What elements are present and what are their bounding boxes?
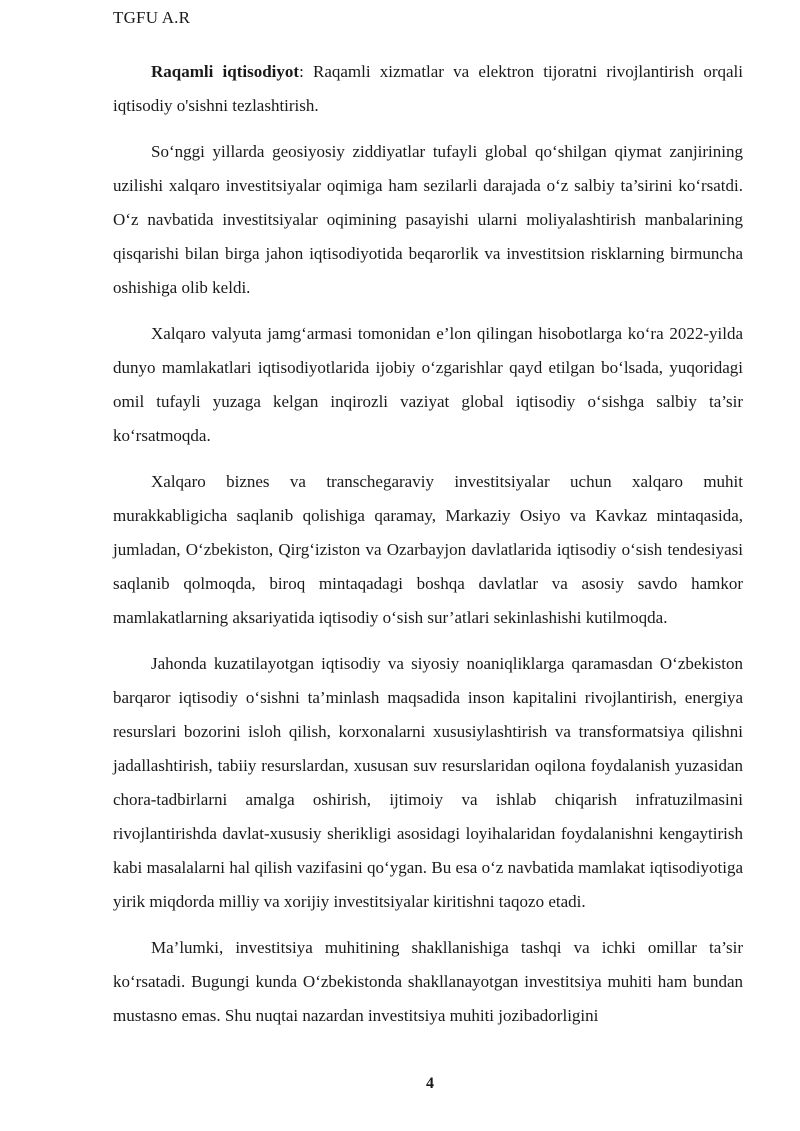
- paragraph-investment-climate: Ma’lumki, investitsiya muhitining shakllanishiga tashqi va ichki omillar ta’sir ko‘rsatadi. Bugungi kunda O‘zbekistonda shakllanayotgan investitsiya muhiti ham bundan mustasno emas. Shu nuqtai nazardan investitsiya muhiti jozibadorligini: [113, 938, 743, 1025]
- page-body: [113, 55, 743, 1045]
- bold-term: Raqamli iqtisodiyot: [151, 62, 300, 81]
- paragraph-central-asia: Xalqaro biznes va transchegaraviy investitsiyalar uchun xalqaro muhit murakkabligicha saqlanib qolishiga qaramay, Markaziy Osiyo va Kavkaz mintaqasida, jumladan, O‘zbekiston, Qirg‘iziston va Ozarbayjon davlatlarida iqtisodiy o‘sish tendesiyasi saqlanib qolmoqda, biroq mintaqadagi boshqa davlatlar va asosiy savdo hamkor mamlakatlarning aksariyatida iqtisodiy o‘sish sur’atlari sekinlashishi kutilmoqda.: [113, 472, 743, 627]
- paragraph-text: : Raqamli xizmatlar va elektron tijoratni rivojlantirish orqali iqtisodiy o'sishni tezlashtirish.: [113, 62, 743, 115]
- paragraph-imf-reports: Xalqaro valyuta jamg‘armasi tomonidan e’lon qilingan hisobotlarga ko‘ra 2022-yilda dunyo mamlakatlari iqtisodiyotlarida ijobiy o‘zgarishlar qayd etilgan bo‘lsada, yuqoridagi omil tufayli yuzaga kelgan inqirozli vaziyat global iqtisodiy o‘sishga salbiy ta’sir ko‘rsatmoqda.: [113, 324, 743, 445]
- page-number: 4: [426, 1075, 434, 1092]
- running-header: TGFU A.R: [113, 8, 191, 27]
- paragraph-digital-economy: [113, 55, 743, 123]
- paragraph-uzbekistan-growth: Jahonda kuzatilayotgan iqtisodiy va siyosiy noaniqliklarga qaramasdan O‘zbekiston barqaror iqtisodiy o‘sishni ta’minlash maqsadida inson kapitalini rivojlantirish, energiya resurslari bozorini isloh qilish, korxonalarni xususiylashtirish va transformatsiya qilishni jadallashtirish, tabiiy resurslardan, xususan suv resurslaridan oqilona foydalanish yuzasidan chora-tadbirlarni amalga oshirish, ijtimoiy va ishlab chiqarish infratuzilmasini rivojlantirishda davlat-xususiy sherikligi asosidagi loyihalaridan foydalanishni kengaytirish kabi masalalarni hal qilish vazifasini qo‘ygan. Bu esa o‘z navbatida mamlakat iqtisodiyotiga yirik miqdorda milliy va xorijiy investitsiyalar kiritishni taqozo etadi.: [113, 654, 743, 911]
- paragraph-geopolitics: So‘nggi yillarda geosiyosiy ziddiyatlar tufayli global qo‘shilgan qiymat zanjirining uzilishi xalqaro investitsiyalar oqimiga ham sezilarli darajada o‘z salbiy ta’sirini ko‘rsatdi. O‘z navbatida investitsiyalar oqimining pasayishi ularni moliyalashtirish manbalarining qisqarishi bilan birga jahon iqtisodiyotida beqarorlik va investitsion risklarning birmuncha oshishiga olib keldi.: [113, 142, 743, 297]
